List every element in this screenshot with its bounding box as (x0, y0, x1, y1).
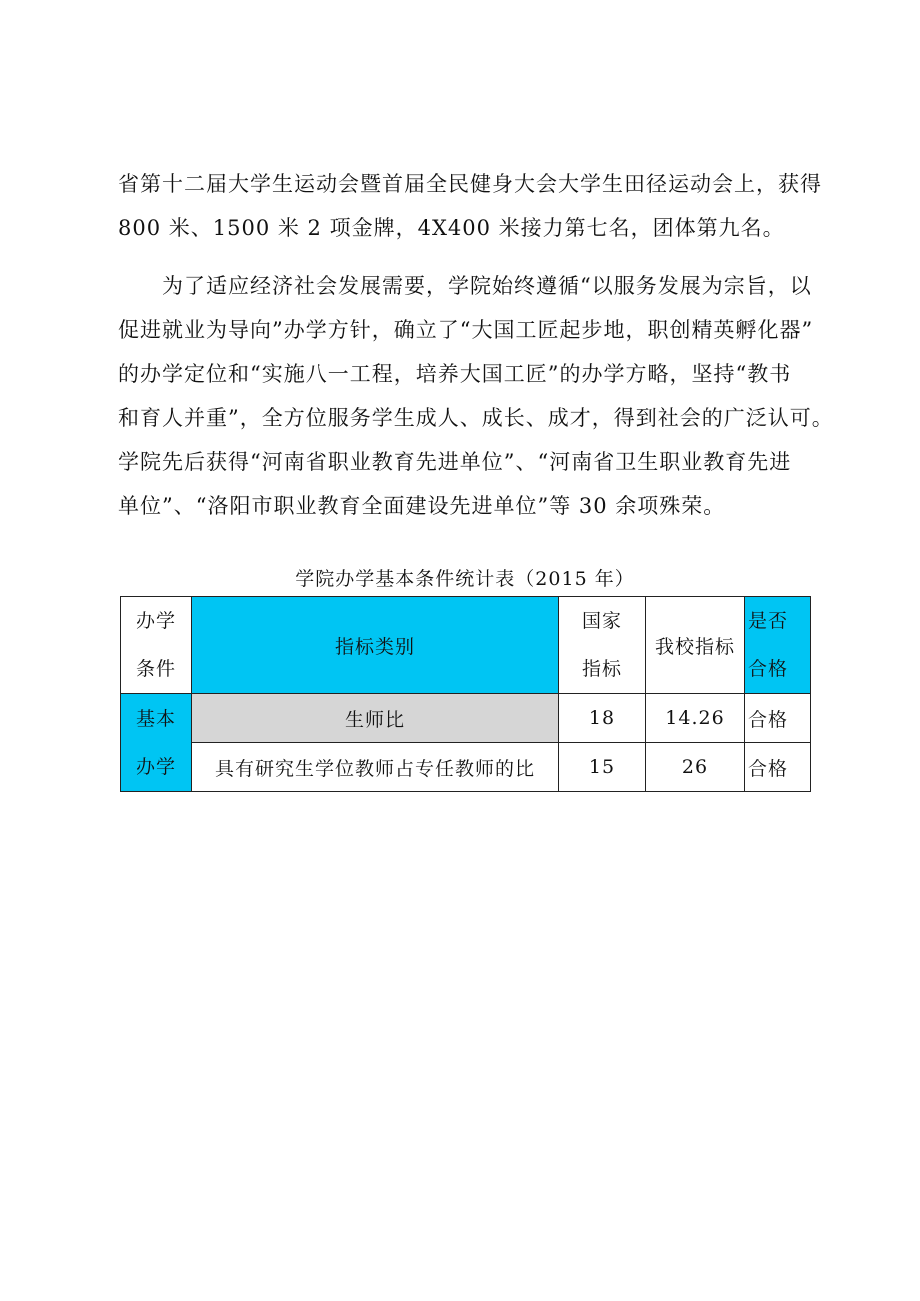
school-conditions-table (120, 596, 811, 792)
paragraph-sports-achievements (118, 162, 822, 250)
paragraph-line: 学院先后获得“河南省职业教育先进单位”、“河南省卫生职业教育先进 (118, 450, 792, 474)
table-row (121, 694, 811, 743)
header-qualified: 是否 合格 (745, 597, 811, 694)
paragraph-line: 和育人并重”，全方位服务学生成人、成长、成才，得到社会的广泛认可。 (118, 406, 834, 430)
table-header-row (121, 597, 811, 694)
header-national: 国家 指标 (559, 597, 646, 694)
group-label-cell: 基本 办学 (121, 694, 192, 792)
header-condition: 办学 条件 (121, 597, 192, 694)
paragraph-line: 促进就业为导向”办学方针，确立了“大国工匠起步地，职创精英孵化器” (118, 318, 814, 342)
paragraph-line: 单位”、“洛阳市职业教育全面建设先进单位”等 30 余项殊荣。 (118, 494, 726, 518)
row-school: 26 (646, 743, 745, 792)
row-national: 15 (559, 743, 646, 792)
paragraph-line: 为了适应经济社会发展需要，学院始终遵循“以服务发展为宗旨，以 (118, 274, 812, 298)
header-school: 我校指标 (646, 597, 745, 694)
paragraph-line: 800 米、1500 米 2 项金牌，4X400 米接力第七名，团体第九名。 (118, 216, 785, 240)
table-caption: 学院办学基本条件统计表（2015 年） (295, 568, 635, 590)
paragraph-line: 的办学定位和“实施八一工程，培养大国工匠”的办学方略，坚持“教书 (118, 362, 792, 386)
header-category: 指标类别 (192, 597, 559, 694)
paragraph-line: 省第十二届大学生运动会暨首届全民健身大会大学生田径运动会上，获得 (118, 172, 822, 196)
paragraph-school-philosophy (118, 264, 834, 528)
row-qualified: 合格 (745, 694, 811, 743)
row-school: 14.26 (646, 694, 745, 743)
table-row (121, 743, 811, 792)
row-category: 生师比 (192, 694, 559, 743)
row-national: 18 (559, 694, 646, 743)
row-qualified: 合格 (745, 743, 811, 792)
row-category: 具有研究生学位教师占专任教师的比 (192, 743, 559, 792)
